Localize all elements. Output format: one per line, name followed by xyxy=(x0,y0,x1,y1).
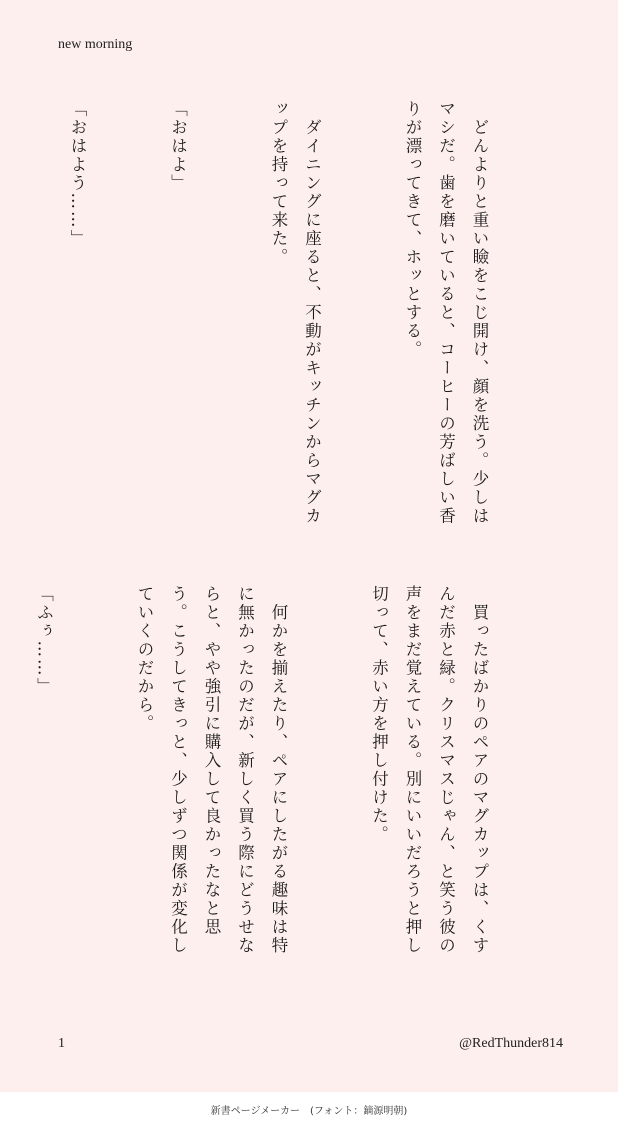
upper-text-block xyxy=(58,100,563,540)
dialogue-line: 「おはよう……」 xyxy=(68,100,87,248)
paragraph: どんよりと重い瞼をこじ開け、顔を洗う。少しはマシだ。歯を磨いていると、コーヒーの芳ばしい香りが漂ってきて、ホッとする。 xyxy=(403,100,489,526)
dialogue-line: 「ふぅ……」 xyxy=(34,585,54,696)
page-number: 1 xyxy=(58,1036,65,1051)
author-handle: @RedThunder814 xyxy=(459,1036,563,1051)
page-title: new morning xyxy=(58,37,133,52)
dialogue-line: 「おはよ」 xyxy=(168,100,188,193)
paragraph: ダイニングに座ると、不動がキッチンからマグカップを持って来た。 xyxy=(269,100,322,526)
lower-text-block xyxy=(34,585,563,970)
generator-credit: 新書ページメーカー (フォント：鏑源明朝) xyxy=(0,1092,618,1132)
paragraph: 何かを揃えたり、ペアにしたがる趣味は特に無かったのだが、新しく買う際にどうせならと、やや強引に購入して良かったなと思う。こうしてきっと、少しずつ関係が変化していくのだから。 xyxy=(135,585,288,955)
paragraph: 買ったばかりのペアのマグカップは、くすんだ赤と緑。クリスマスじゃん、と笑う彼の声をまだ覚えている。別にいいだろうと押し切って、赤い方を押し付けた。 xyxy=(369,585,489,955)
